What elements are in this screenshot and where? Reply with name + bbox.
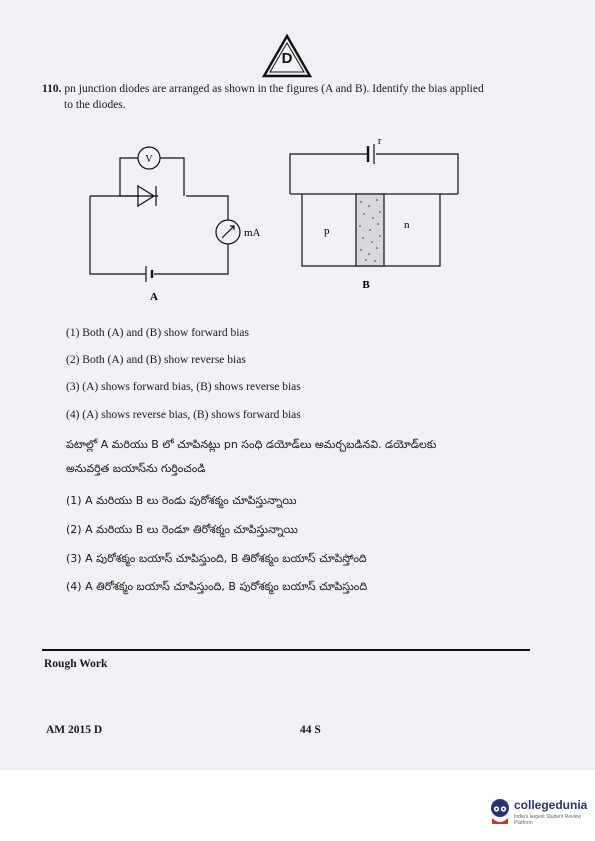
question-line-2: to the diodes. xyxy=(64,99,126,111)
question-te-line-2: అనువర్తిత బయాస్‌ను గుర్తించండి xyxy=(66,462,206,475)
voltmeter-label: V xyxy=(145,154,153,165)
brand-name[interactable]: collegedunia xyxy=(514,798,588,812)
question-te-line-1: పటాల్లో A మరియు B లో చూపినట్లు pn సంధి డయోడ్‌లు అమర్చబడినవి. డయోడ్‌లకు xyxy=(66,438,437,451)
option-te-2[interactable]: (2) A మరియు B లు రెండూ తిరోశక్మం చూపిస్తున్నాయి xyxy=(66,523,298,536)
rough-work-label: Rough Work xyxy=(44,658,108,670)
option-te-3[interactable]: (3) A పురోశక్మం బయాస్ చూపిస్తుంది, B తిరోశక్మం బయాస్ చూపిస్తోంది xyxy=(66,552,367,565)
circuit-figures xyxy=(80,134,480,304)
question-line-1: pn junction diodes are arranged as shown in the figures (A and B). Identify the bias applied xyxy=(64,83,484,95)
circuit-a xyxy=(90,147,240,282)
figure-a-label: A xyxy=(150,291,158,303)
circuit-b xyxy=(290,144,458,266)
option-te-1[interactable]: (1) A మరియు B లు రెండు పురోశక్మం చూపిస్తున్నాయి xyxy=(66,494,297,507)
milliammeter-label: mA xyxy=(244,227,261,239)
booklet-code-letter: D xyxy=(281,50,293,67)
question-text xyxy=(42,81,542,113)
option-en-1[interactable]: (1) Both (A) and (B) show forward bias xyxy=(66,327,250,339)
page-number: 44 S xyxy=(300,724,321,736)
p-region-label: p xyxy=(324,225,330,237)
booklet-code: AM 2015 D xyxy=(46,724,103,736)
brand-tagline: India's largest Student Review Platform xyxy=(514,814,582,826)
option-en-3[interactable]: (3) (A) shows forward bias, (B) shows reverse bias xyxy=(66,381,301,393)
collegedunia-logo-icon xyxy=(488,796,512,826)
n-region-label: n xyxy=(404,219,410,231)
question-number: 110. xyxy=(42,83,62,95)
option-te-4[interactable]: (4) A తిరోశక్మం బయాస్ చూపిస్తుంది, B పురోశక్మం బయాస్ చూపిస్తుంది xyxy=(66,580,368,593)
figure-b-label: B xyxy=(362,279,370,291)
resistance-label: r xyxy=(378,136,382,147)
option-en-4[interactable]: (4) (A) shows reverse bias, (B) shows forward bias xyxy=(66,409,301,421)
option-en-2[interactable]: (2) Both (A) and (B) show reverse bias xyxy=(66,354,246,366)
rough-work-divider xyxy=(42,649,530,651)
